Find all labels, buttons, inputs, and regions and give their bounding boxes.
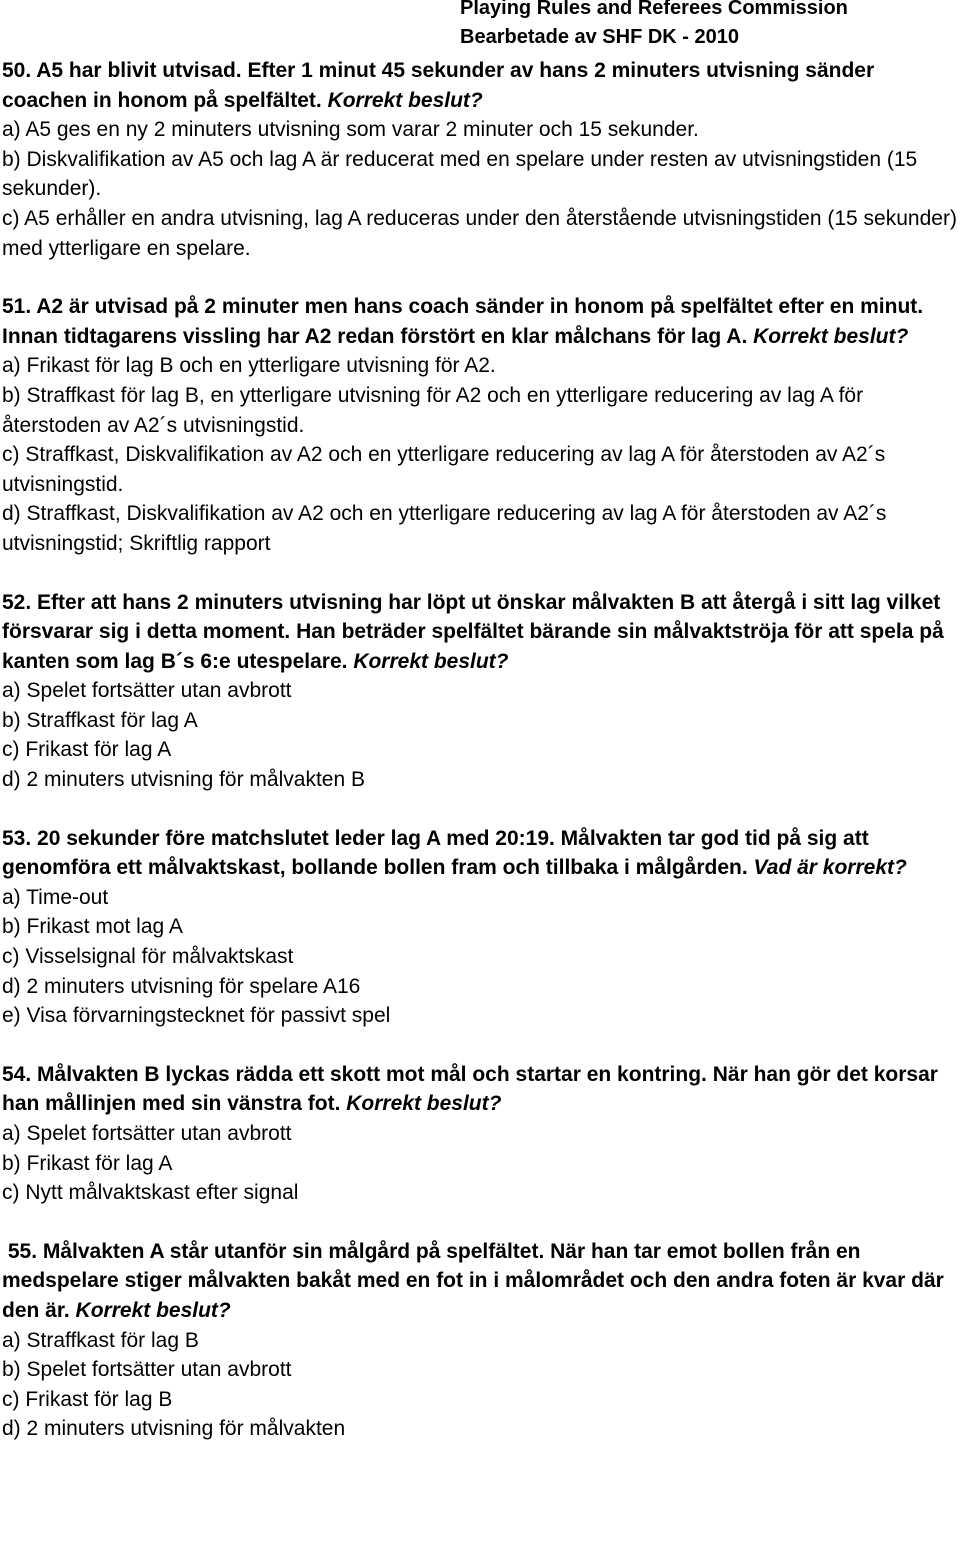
answer-option: b) Diskvalifikation av A5 och lag A är reducerat med en spelare under resten av utvisningstiden (15 sekunder). bbox=[2, 147, 918, 201]
question-prompt: Korrekt beslut? bbox=[75, 1298, 231, 1322]
question-55 bbox=[2, 1237, 958, 1444]
answer-option: c) Frikast för lag B bbox=[2, 1387, 173, 1411]
question-stem: 54. Målvakten B lyckas rädda ett skott mot mål och startar en kontring. När han gör det korsar han mållinjen med sin vänstra fot. Korrekt beslut? bbox=[2, 1062, 938, 1116]
question-52 bbox=[2, 588, 958, 795]
answer-option: e) Visa förvarningstecknet för passivt spel bbox=[2, 1004, 391, 1028]
header-commission: Playing Rules and Referees Commission bbox=[460, 0, 848, 19]
answer-option: b) Straffkast för lag B, en ytterligare utvisning för A2 och en ytterligare reducering av lag A för återstoden av A2´s utvisningstid. bbox=[2, 383, 864, 437]
answer-option: a) Time-out bbox=[2, 885, 109, 909]
answer-option: d) 2 minuters utvisning för spelare A16 bbox=[2, 974, 361, 998]
answer-option: c) Frikast för lag A bbox=[2, 738, 172, 762]
answer-option: c) Visselsignal för målvaktskast bbox=[2, 945, 294, 969]
answer-option: c) Straffkast, Diskvalifikation av A2 och en ytterligare reducering av lag A för återstoden av A2´s utvisningstid. bbox=[2, 443, 886, 496]
page-header bbox=[460, 0, 960, 52]
question-stem: 53. 20 sekunder före matchslutet leder lag A med 20:19. Målvakten tar god tid på sig att genomföra ett målvaktskast, bollande bollen fram och tillbaka i målgården. Vad är korrekt? bbox=[2, 826, 907, 880]
question-53 bbox=[2, 824, 958, 1031]
answer-option: a) Spelet fortsätter utan avbrott bbox=[2, 679, 292, 703]
answer-option: b) Frikast mot lag A bbox=[2, 915, 183, 939]
answer-option: a) Spelet fortsätter utan avbrott bbox=[2, 1122, 292, 1145]
question-prompt: Korrekt beslut? bbox=[327, 88, 483, 112]
header-edited-by: Bearbetade av SHF DK - 2010 bbox=[460, 26, 740, 48]
question-prompt: Korrekt beslut? bbox=[353, 649, 509, 673]
answer-option: d) Straffkast, Diskvalifikation av A2 och en ytterligare reducering av lag A för återstoden av A2´s utvisningstid; Skriftlig rapport bbox=[2, 502, 887, 555]
answer-option: b) Spelet fortsätter utan avbrott bbox=[2, 1358, 292, 1382]
answer-option: b) Frikast för lag A bbox=[2, 1151, 173, 1175]
answer-option: a) Frikast för lag B och en ytterligare utvisning för A2. bbox=[2, 354, 496, 378]
answer-option: b) Straffkast för lag A bbox=[2, 708, 198, 732]
question-stem: 52. Efter att hans 2 minuters utvisning har löpt ut önskar målvakten B att återgå i sitt lag vilket försvarar sig i detta moment. Han beträder spelfältet bärande sin målvaktströja för att spela på kanten som lag B´s 6:e utespelare. Korrekt beslut? bbox=[2, 590, 944, 673]
question-54 bbox=[2, 1060, 958, 1208]
question-51 bbox=[2, 292, 958, 558]
answer-option: c) Nytt målvaktskast efter signal bbox=[2, 1181, 299, 1205]
answer-option: a) A5 ges en ny 2 minuters utvisning som varar 2 minuter och 15 sekunder. bbox=[2, 118, 699, 142]
question-prompt: Korrekt beslut? bbox=[346, 1092, 502, 1116]
question-50 bbox=[2, 56, 958, 263]
answer-option: c) A5 erhåller en andra utvisning, lag A reduceras under den återstående utvisningstiden (15 sekunder) med ytterligare en spelare. bbox=[2, 206, 957, 260]
question-stem: 55. Målvakten A står utanför sin målgård på spelfältet. När han tar emot bollen från en medspelare stiger målvakten bakåt med en fot in i målområdet och den andra foten är kvar där den är. Korrekt beslut? bbox=[2, 1239, 950, 1322]
question-list bbox=[2, 56, 958, 1444]
question-prompt: Korrekt beslut? bbox=[753, 324, 909, 348]
question-stem: 51. A2 är utvisad på 2 minuter men hans coach sänder in honom på spelfältet efter en minut. Innan tidtagarens vissling har A2 redan förstört en klar målchans för lag A. Korrekt beslut? bbox=[2, 295, 924, 348]
question-prompt: Vad är korrekt? bbox=[753, 856, 907, 880]
question-stem: 50. A5 har blivit utvisad. Efter 1 minut 45 sekunder av hans 2 minuters utvisning sänder coachen in honom på spelfältet. Korrekt beslut? bbox=[2, 59, 875, 112]
answer-option: d) 2 minuters utvisning för målvakten B bbox=[2, 768, 365, 792]
answer-option: d) 2 minuters utvisning för målvakten bbox=[2, 1417, 346, 1441]
answer-option: a) Straffkast för lag B bbox=[2, 1328, 199, 1352]
